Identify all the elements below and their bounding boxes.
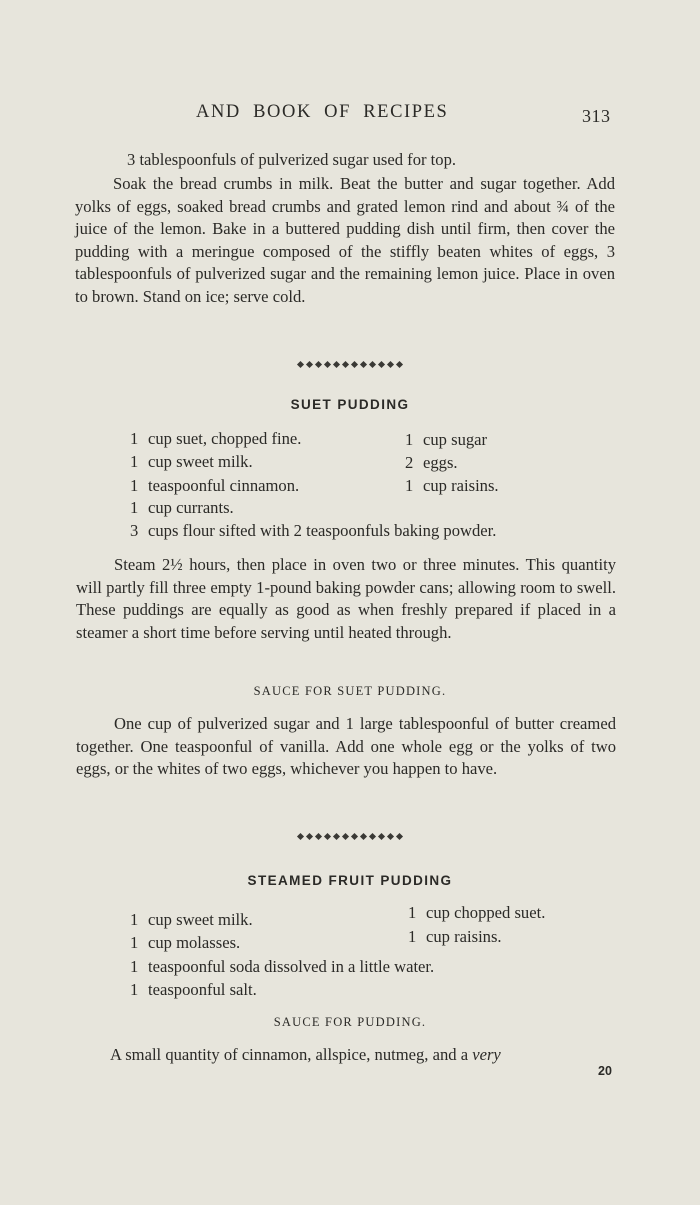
ingredient-item: 1 teaspoonful cinnamon. [130, 476, 300, 495]
suet-method [76, 554, 616, 644]
ingredient-item: 3 cups flour sifted with 2 teaspoonfuls baking powder. [130, 521, 497, 540]
signature-mark: 20 [598, 1064, 612, 1078]
intro-paragraph [75, 173, 615, 309]
ingredient-item: 1 teaspoonful salt. [130, 980, 257, 999]
suet-method-text: Steam 2½ hours, then place in oven two or three minutes. This quantity will partly fill three empty 1-pound baking powder cans; allowing room to swell. These puddings are equally as good as when freshly prepared if placed in a steamer a short time before serving until heated through. [76, 555, 616, 642]
ingredient-item: 1 cup molasses. [130, 933, 241, 952]
ingredient-item: 1 cup sweet milk. [130, 452, 253, 471]
sauce-suet-paragraph [76, 713, 616, 781]
ingredient-item: 1 cup currants. [130, 498, 234, 517]
ornament-divider [0, 831, 700, 842]
steamed-fruit-pudding-title: STEAMED FRUIT PUDDING [247, 873, 453, 888]
intro-first-line: 3 tablespoonfuls of pulverized sugar used for top. [127, 150, 457, 169]
emphasis-word: very [472, 1045, 501, 1064]
ingredient-item: 1 cup raisins. [408, 927, 502, 946]
ingredient-item: 1 cup chopped suet. [408, 903, 546, 922]
page-header [0, 102, 700, 132]
ingredient-item: 1 cup suet, chopped fine. [130, 429, 302, 448]
suet-pudding-title: SUET PUDDING [290, 397, 410, 412]
page-number: 313 [582, 106, 611, 126]
sauce-pudding-title: SAUCE FOR PUDDING. [273, 1015, 427, 1029]
intro-paragraph-text: Soak the bread crumbs in milk. Beat the butter and sugar together. Add yolks of eggs, soaked bread crumbs and grated lemon rind and about ¾ of the juice of the lemon. Bake in a buttered pudding dish until firm, then cover the pudding with a meringue composed of the stiffly beaten whites of eggs, 3 tablespoonfuls of pulverized sugar and the remaining lemon juice. Place in oven to brown. Stand on ice; serve cold. [75, 174, 615, 306]
ingredient-item: 2 eggs. [405, 453, 458, 472]
ingredient-item: 1 teaspoonful soda dissolved in a little water. [130, 957, 435, 976]
sauce-suet-text: One cup of pulverized sugar and 1 large tablespoonful of butter creamed together. One teaspoonful of vanilla. Add one whole egg or the yolks of two eggs, or the whites of two eggs, whichever you happen to have. [76, 714, 616, 779]
running-head: AND BOOK OF RECIPES [196, 102, 449, 122]
ingredient-item: 1 cup sweet milk. [130, 910, 253, 929]
sauce-suet-title: SAUCE FOR SUET PUDDING. [253, 684, 447, 698]
ingredient-item: 1 cup sugar [405, 430, 488, 449]
ingredient-item: 1 cup raisins. [405, 476, 499, 495]
ornament-divider [0, 359, 700, 370]
sauce-pudding-first-line: A small quantity of cinnamon, allspice, nutmeg, and a very [110, 1045, 501, 1064]
